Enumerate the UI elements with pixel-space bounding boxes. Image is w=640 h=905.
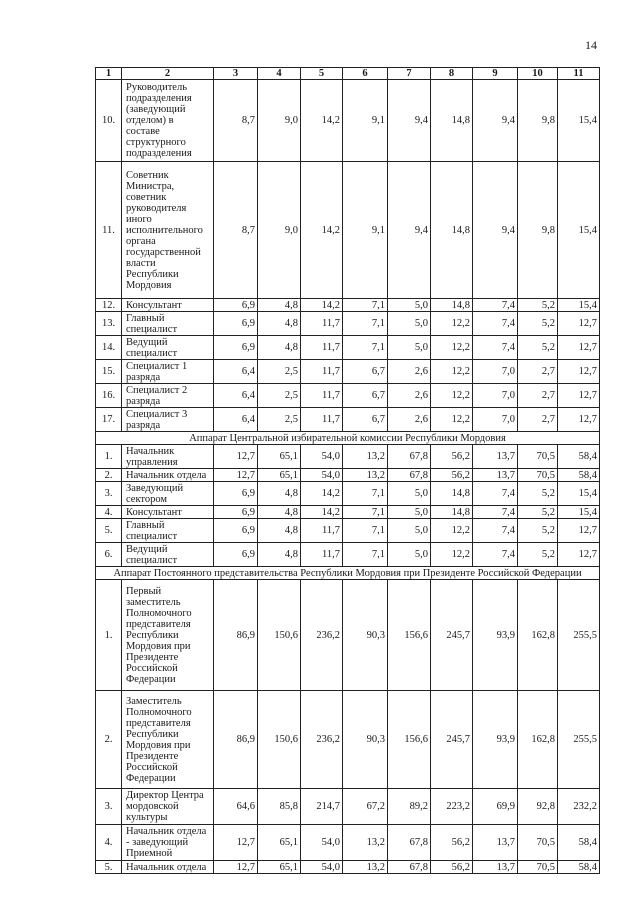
table-row xyxy=(96,861,600,874)
column-header: 10 xyxy=(518,68,558,80)
column-header: 8 xyxy=(431,68,473,80)
column-header: 2 xyxy=(122,68,214,80)
section-header-row xyxy=(96,567,600,580)
position-name: Консультант xyxy=(122,506,214,519)
value-col-9: 7,4 xyxy=(473,519,518,543)
value-col-8: 14,8 xyxy=(431,506,473,519)
value-col-7: 5,0 xyxy=(388,519,431,543)
value-col-3: 6,4 xyxy=(214,360,258,384)
value-col-3: 12,7 xyxy=(214,445,258,469)
value-col-6: 13,2 xyxy=(343,469,388,482)
value-col-4: 4,8 xyxy=(258,543,301,567)
value-col-8: 12,2 xyxy=(431,336,473,360)
value-col-5: 11,7 xyxy=(301,336,343,360)
position-name: Главный специалист xyxy=(122,312,214,336)
table-row xyxy=(96,80,600,162)
value-col-8: 14,8 xyxy=(431,80,473,162)
value-col-9: 7,0 xyxy=(473,360,518,384)
position-name: Консультант xyxy=(122,299,214,312)
value-col-10: 5,2 xyxy=(518,506,558,519)
value-col-5: 236,2 xyxy=(301,691,343,789)
value-col-4: 65,1 xyxy=(258,825,301,861)
value-col-8: 12,2 xyxy=(431,408,473,432)
value-col-9: 7,0 xyxy=(473,408,518,432)
value-col-7: 5,0 xyxy=(388,312,431,336)
value-col-10: 162,8 xyxy=(518,691,558,789)
value-col-6: 7,1 xyxy=(343,299,388,312)
value-col-3: 12,7 xyxy=(214,469,258,482)
value-col-4: 65,1 xyxy=(258,445,301,469)
column-header: 11 xyxy=(558,68,600,80)
value-col-5: 14,2 xyxy=(301,162,343,299)
table-row xyxy=(96,580,600,691)
position-name: Начальник отдела xyxy=(122,469,214,482)
column-header: 9 xyxy=(473,68,518,80)
row-number: 6. xyxy=(96,543,122,567)
value-col-8: 12,2 xyxy=(431,360,473,384)
value-col-4: 2,5 xyxy=(258,384,301,408)
value-col-4: 4,8 xyxy=(258,519,301,543)
value-col-7: 2,6 xyxy=(388,408,431,432)
value-col-4: 4,8 xyxy=(258,299,301,312)
value-col-11: 15,4 xyxy=(558,482,600,506)
value-col-6: 90,3 xyxy=(343,691,388,789)
value-col-10: 162,8 xyxy=(518,580,558,691)
value-col-9: 7,4 xyxy=(473,312,518,336)
value-col-3: 12,7 xyxy=(214,825,258,861)
value-col-7: 2,6 xyxy=(388,360,431,384)
table-row xyxy=(96,789,600,825)
value-col-7: 5,0 xyxy=(388,336,431,360)
row-number: 3. xyxy=(96,482,122,506)
value-col-7: 156,6 xyxy=(388,691,431,789)
value-col-7: 5,0 xyxy=(388,506,431,519)
value-col-10: 9,8 xyxy=(518,162,558,299)
value-col-8: 12,2 xyxy=(431,543,473,567)
table-row xyxy=(96,469,600,482)
value-col-10: 2,7 xyxy=(518,384,558,408)
value-col-11: 15,4 xyxy=(558,80,600,162)
value-col-3: 6,9 xyxy=(214,299,258,312)
value-col-4: 4,8 xyxy=(258,482,301,506)
table-row xyxy=(96,691,600,789)
row-number: 5. xyxy=(96,861,122,874)
position-name: Первый заместитель Полномочного представителя Республики Мордовия при Президенте Российской Федерации xyxy=(122,580,214,691)
column-header: 4 xyxy=(258,68,301,80)
value-col-5: 54,0 xyxy=(301,445,343,469)
value-col-10: 5,2 xyxy=(518,519,558,543)
value-col-8: 245,7 xyxy=(431,580,473,691)
value-col-8: 56,2 xyxy=(431,861,473,874)
table-row xyxy=(96,482,600,506)
value-col-10: 70,5 xyxy=(518,861,558,874)
row-number: 2. xyxy=(96,469,122,482)
value-col-11: 58,4 xyxy=(558,825,600,861)
value-col-7: 5,0 xyxy=(388,482,431,506)
value-col-4: 9,0 xyxy=(258,80,301,162)
row-number: 11. xyxy=(96,162,122,299)
value-col-5: 11,7 xyxy=(301,360,343,384)
row-number: 2. xyxy=(96,691,122,789)
value-col-6: 7,1 xyxy=(343,519,388,543)
value-col-10: 5,2 xyxy=(518,543,558,567)
value-col-6: 9,1 xyxy=(343,80,388,162)
value-col-5: 54,0 xyxy=(301,469,343,482)
row-number: 14. xyxy=(96,336,122,360)
value-col-3: 12,7 xyxy=(214,861,258,874)
value-col-5: 236,2 xyxy=(301,580,343,691)
value-col-4: 9,0 xyxy=(258,162,301,299)
value-col-9: 9,4 xyxy=(473,162,518,299)
value-col-3: 6,4 xyxy=(214,408,258,432)
value-col-10: 70,5 xyxy=(518,469,558,482)
value-col-8: 56,2 xyxy=(431,445,473,469)
row-number: 12. xyxy=(96,299,122,312)
value-col-6: 13,2 xyxy=(343,445,388,469)
value-col-8: 14,8 xyxy=(431,482,473,506)
value-col-9: 13,7 xyxy=(473,861,518,874)
value-col-11: 15,4 xyxy=(558,162,600,299)
row-number: 10. xyxy=(96,80,122,162)
value-col-3: 8,7 xyxy=(214,80,258,162)
value-col-5: 14,2 xyxy=(301,80,343,162)
row-number: 13. xyxy=(96,312,122,336)
table-row xyxy=(96,384,600,408)
value-col-10: 92,8 xyxy=(518,789,558,825)
value-col-9: 7,4 xyxy=(473,506,518,519)
value-col-3: 6,9 xyxy=(214,482,258,506)
value-col-5: 11,7 xyxy=(301,384,343,408)
row-number: 15. xyxy=(96,360,122,384)
value-col-9: 7,4 xyxy=(473,543,518,567)
position-name: Специалист 1 разряда xyxy=(122,360,214,384)
value-col-10: 70,5 xyxy=(518,825,558,861)
value-col-8: 12,2 xyxy=(431,312,473,336)
value-col-5: 11,7 xyxy=(301,519,343,543)
column-header: 6 xyxy=(343,68,388,80)
value-col-9: 9,4 xyxy=(473,80,518,162)
table-row xyxy=(96,162,600,299)
value-col-7: 9,4 xyxy=(388,162,431,299)
value-col-11: 12,7 xyxy=(558,519,600,543)
value-col-10: 5,2 xyxy=(518,299,558,312)
value-col-6: 9,1 xyxy=(343,162,388,299)
value-col-11: 12,7 xyxy=(558,360,600,384)
value-col-6: 7,1 xyxy=(343,506,388,519)
table-row xyxy=(96,543,600,567)
position-name: Специалист 3 разряда xyxy=(122,408,214,432)
value-col-9: 7,4 xyxy=(473,336,518,360)
position-name: Главный специалист xyxy=(122,519,214,543)
table-row xyxy=(96,408,600,432)
value-col-5: 214,7 xyxy=(301,789,343,825)
table-row xyxy=(96,519,600,543)
table-row xyxy=(96,336,600,360)
value-col-6: 67,2 xyxy=(343,789,388,825)
value-col-3: 6,9 xyxy=(214,543,258,567)
value-col-3: 8,7 xyxy=(214,162,258,299)
value-col-6: 7,1 xyxy=(343,312,388,336)
table-row xyxy=(96,360,600,384)
row-number: 1. xyxy=(96,580,122,691)
value-col-11: 12,7 xyxy=(558,384,600,408)
table-row xyxy=(96,445,600,469)
value-col-9: 69,9 xyxy=(473,789,518,825)
value-col-5: 54,0 xyxy=(301,861,343,874)
value-col-5: 14,2 xyxy=(301,482,343,506)
section-header-row xyxy=(96,432,600,445)
value-col-6: 90,3 xyxy=(343,580,388,691)
row-number: 4. xyxy=(96,506,122,519)
table-header-row xyxy=(96,68,600,80)
position-name: Советник Министра, советник руководителя иного исполнительного органа государственной власти Республики Мордовия xyxy=(122,162,214,299)
value-col-6: 7,1 xyxy=(343,543,388,567)
value-col-3: 6,9 xyxy=(214,519,258,543)
value-col-5: 54,0 xyxy=(301,825,343,861)
value-col-11: 15,4 xyxy=(558,299,600,312)
value-col-10: 5,2 xyxy=(518,482,558,506)
value-col-5: 11,7 xyxy=(301,408,343,432)
value-col-5: 14,2 xyxy=(301,299,343,312)
value-col-4: 2,5 xyxy=(258,408,301,432)
column-header: 1 xyxy=(96,68,122,80)
table-row xyxy=(96,299,600,312)
table-row xyxy=(96,506,600,519)
value-col-3: 86,9 xyxy=(214,691,258,789)
position-name: Ведущий специалист xyxy=(122,336,214,360)
value-col-7: 5,0 xyxy=(388,299,431,312)
value-col-4: 4,8 xyxy=(258,336,301,360)
position-name: Заведующий сектором xyxy=(122,482,214,506)
value-col-4: 150,6 xyxy=(258,580,301,691)
value-col-10: 2,7 xyxy=(518,360,558,384)
column-header: 3 xyxy=(214,68,258,80)
value-col-8: 14,8 xyxy=(431,299,473,312)
value-col-8: 12,2 xyxy=(431,384,473,408)
value-col-5: 14,2 xyxy=(301,506,343,519)
value-col-4: 65,1 xyxy=(258,861,301,874)
value-col-7: 156,6 xyxy=(388,580,431,691)
value-col-11: 15,4 xyxy=(558,506,600,519)
section-title: Аппарат Постоянного представительства Республики Мордовия при Президенте Российской Федерации xyxy=(96,567,600,580)
value-col-7: 67,8 xyxy=(388,861,431,874)
value-col-5: 11,7 xyxy=(301,312,343,336)
value-col-7: 67,8 xyxy=(388,469,431,482)
position-name: Начальник отдела xyxy=(122,861,214,874)
value-col-7: 9,4 xyxy=(388,80,431,162)
table-row xyxy=(96,312,600,336)
value-col-11: 58,4 xyxy=(558,469,600,482)
value-col-11: 12,7 xyxy=(558,312,600,336)
value-col-9: 93,9 xyxy=(473,691,518,789)
value-col-4: 2,5 xyxy=(258,360,301,384)
value-col-4: 150,6 xyxy=(258,691,301,789)
row-number: 5. xyxy=(96,519,122,543)
value-col-8: 56,2 xyxy=(431,825,473,861)
value-col-7: 89,2 xyxy=(388,789,431,825)
value-col-11: 12,7 xyxy=(558,336,600,360)
value-col-10: 5,2 xyxy=(518,312,558,336)
value-col-6: 6,7 xyxy=(343,408,388,432)
value-col-10: 5,2 xyxy=(518,336,558,360)
value-col-9: 7,4 xyxy=(473,482,518,506)
position-name: Начальник управления xyxy=(122,445,214,469)
value-col-9: 13,7 xyxy=(473,445,518,469)
position-name: Начальник отдела - заведующий Приемной xyxy=(122,825,214,861)
value-col-7: 2,6 xyxy=(388,384,431,408)
value-col-9: 7,4 xyxy=(473,299,518,312)
row-number: 17. xyxy=(96,408,122,432)
value-col-9: 7,0 xyxy=(473,384,518,408)
row-number: 1. xyxy=(96,445,122,469)
value-col-8: 14,8 xyxy=(431,162,473,299)
row-number: 4. xyxy=(96,825,122,861)
table-row xyxy=(96,825,600,861)
value-col-11: 12,7 xyxy=(558,408,600,432)
value-col-4: 4,8 xyxy=(258,506,301,519)
row-number: 16. xyxy=(96,384,122,408)
value-col-7: 67,8 xyxy=(388,825,431,861)
value-col-9: 13,7 xyxy=(473,825,518,861)
value-col-9: 13,7 xyxy=(473,469,518,482)
value-col-11: 58,4 xyxy=(558,445,600,469)
value-col-8: 223,2 xyxy=(431,789,473,825)
value-col-4: 85,8 xyxy=(258,789,301,825)
value-col-6: 7,1 xyxy=(343,336,388,360)
salary-table xyxy=(95,67,600,874)
value-col-6: 13,2 xyxy=(343,861,388,874)
value-col-9: 93,9 xyxy=(473,580,518,691)
value-col-3: 6,4 xyxy=(214,384,258,408)
value-col-8: 12,2 xyxy=(431,519,473,543)
value-col-3: 6,9 xyxy=(214,312,258,336)
value-col-11: 255,5 xyxy=(558,580,600,691)
value-col-6: 6,7 xyxy=(343,384,388,408)
position-name: Ведущий специалист xyxy=(122,543,214,567)
value-col-7: 5,0 xyxy=(388,543,431,567)
value-col-3: 6,9 xyxy=(214,336,258,360)
value-col-6: 13,2 xyxy=(343,825,388,861)
row-number: 3. xyxy=(96,789,122,825)
value-col-5: 11,7 xyxy=(301,543,343,567)
value-col-8: 56,2 xyxy=(431,469,473,482)
value-col-3: 86,9 xyxy=(214,580,258,691)
column-header: 7 xyxy=(388,68,431,80)
value-col-3: 6,9 xyxy=(214,506,258,519)
position-name: Заместитель Полномочного представителя Республики Мордовия при Президенте Российской Федерации xyxy=(122,691,214,789)
value-col-11: 58,4 xyxy=(558,861,600,874)
value-col-7: 67,8 xyxy=(388,445,431,469)
value-col-8: 245,7 xyxy=(431,691,473,789)
position-name: Специалист 2 разряда xyxy=(122,384,214,408)
page-number: 14 xyxy=(585,38,597,52)
position-name: Директор Центра мордовской культуры xyxy=(122,789,214,825)
value-col-11: 12,7 xyxy=(558,543,600,567)
value-col-3: 64,6 xyxy=(214,789,258,825)
value-col-10: 2,7 xyxy=(518,408,558,432)
column-header: 5 xyxy=(301,68,343,80)
section-title: Аппарат Центральной избирательной комиссии Республики Мордовия xyxy=(96,432,600,445)
value-col-6: 6,7 xyxy=(343,360,388,384)
value-col-11: 232,2 xyxy=(558,789,600,825)
value-col-4: 65,1 xyxy=(258,469,301,482)
position-name: Руководитель подразделения (заведующий отделом) в составе структурного подразделения xyxy=(122,80,214,162)
value-col-6: 7,1 xyxy=(343,482,388,506)
value-col-10: 70,5 xyxy=(518,445,558,469)
value-col-11: 255,5 xyxy=(558,691,600,789)
value-col-4: 4,8 xyxy=(258,312,301,336)
value-col-10: 9,8 xyxy=(518,80,558,162)
